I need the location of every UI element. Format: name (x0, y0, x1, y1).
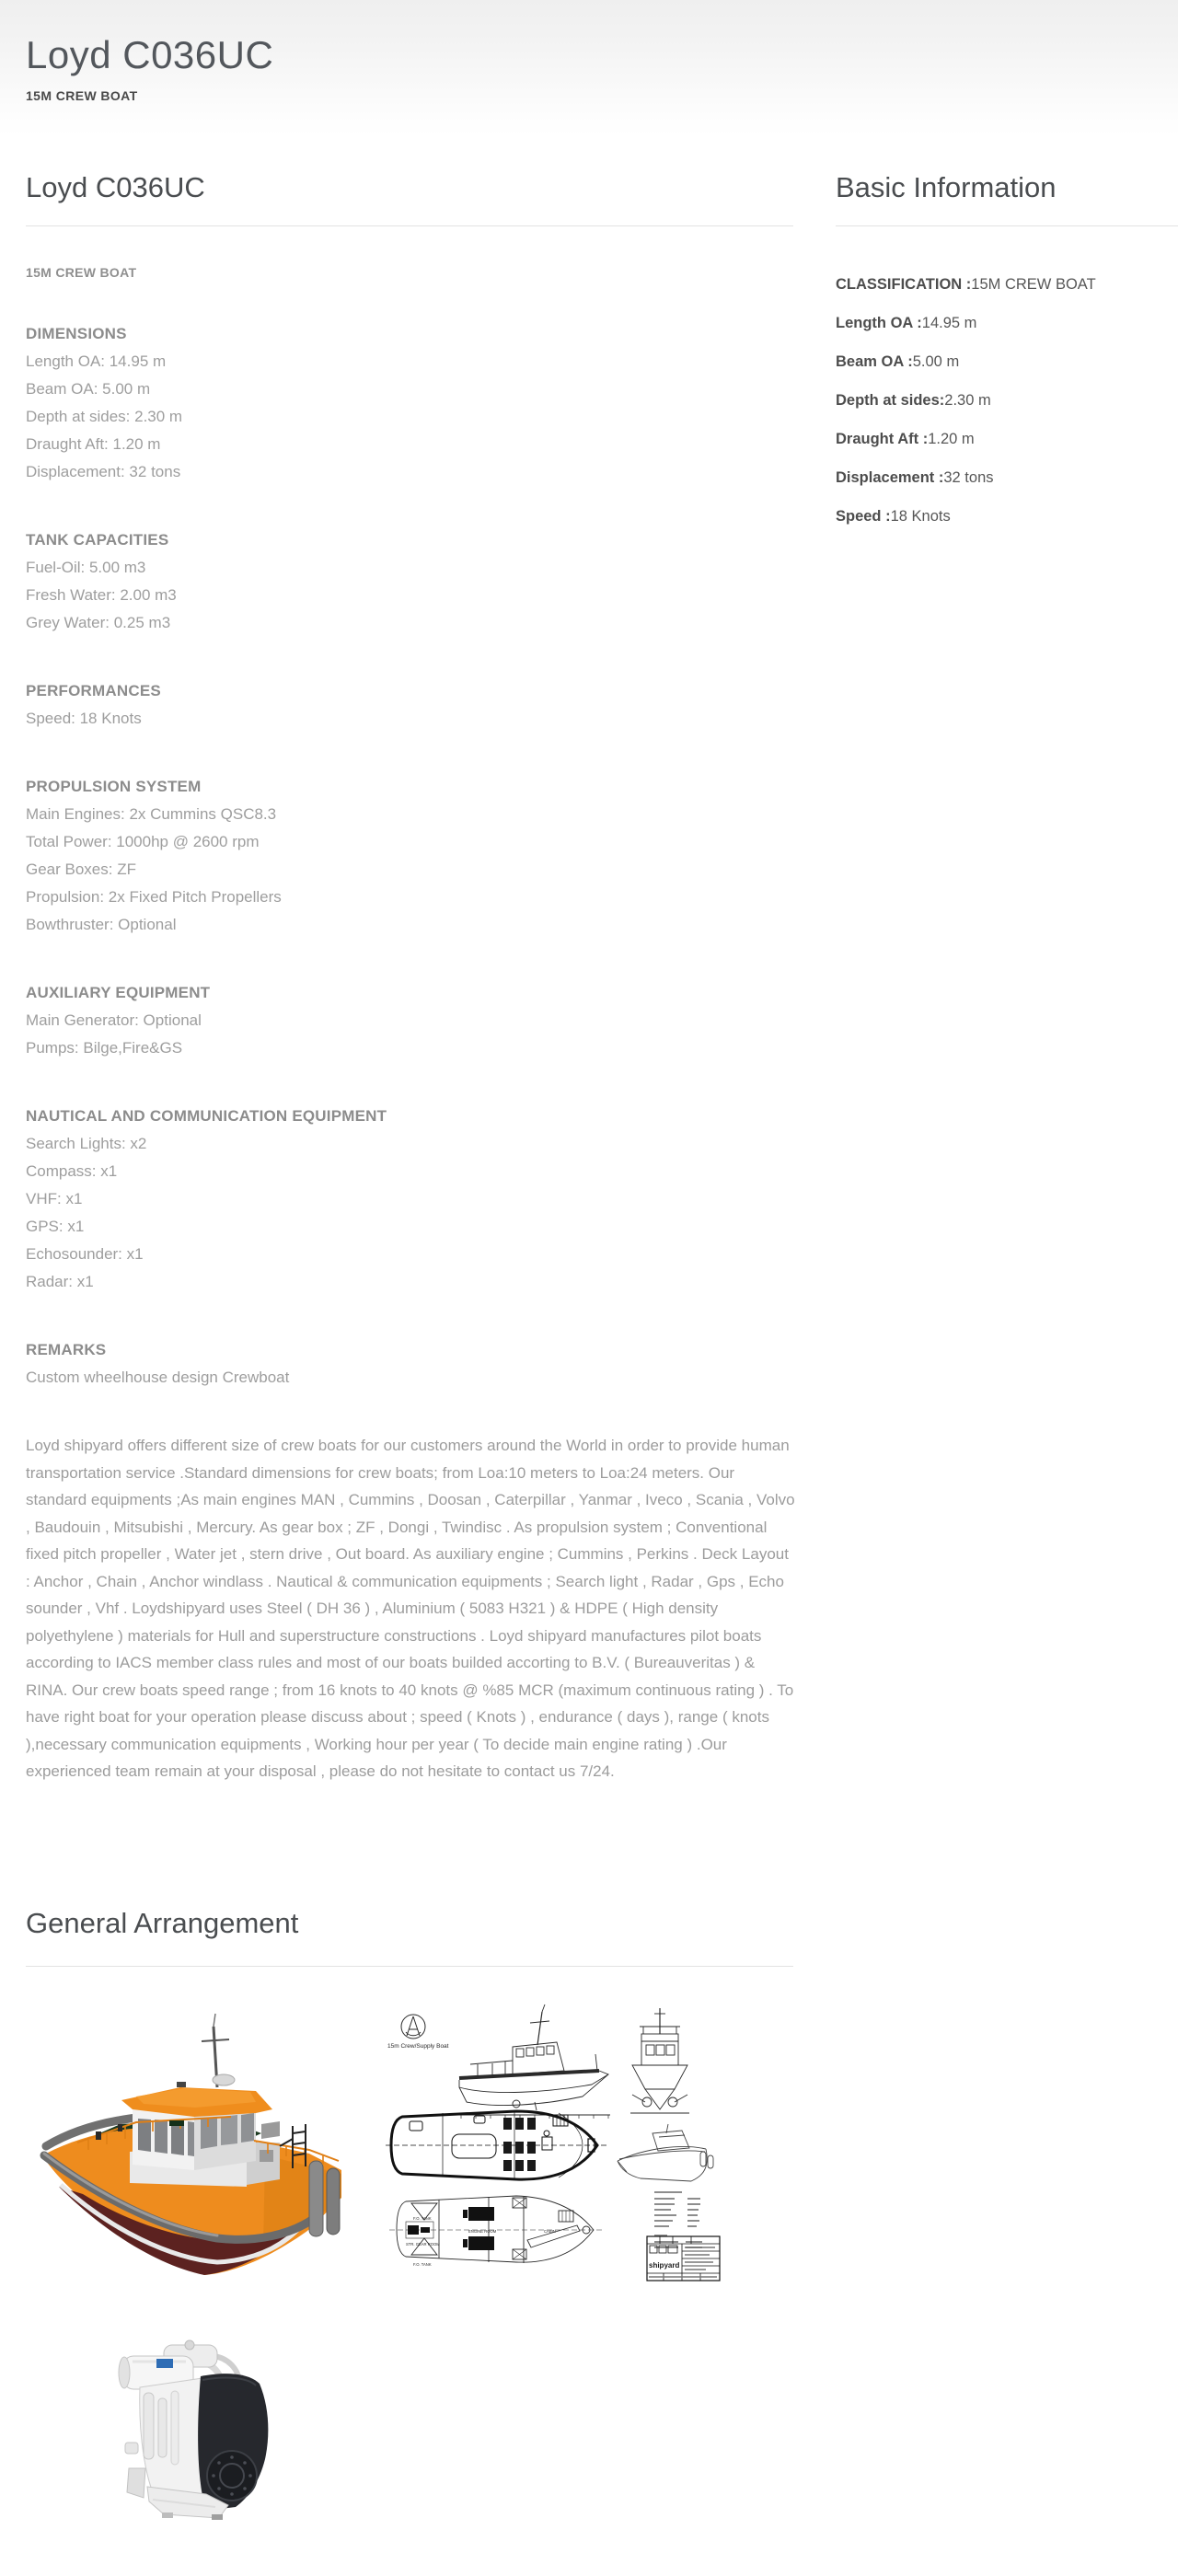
left-section-title: Loyd C036UC (26, 171, 205, 203)
spec-line: Length OA: 14.95 m (26, 352, 167, 370)
spec-line: GPS: x1 (26, 1218, 85, 1235)
label-fo-tank-bottom: F.O. TANK (413, 2262, 432, 2267)
spec-list (26, 265, 795, 1392)
basic-information-divider (836, 225, 1178, 226)
info-value: 2.30 m (944, 392, 991, 409)
spec-line: Grey Water: 0.25 m3 (26, 614, 171, 631)
info-label: Length OA : (836, 315, 922, 331)
page-title: Loyd C036UC (26, 33, 274, 76)
spec-group-heading: TANK CAPACITIES (26, 531, 169, 549)
spec-line: Gear Boxes: ZF (26, 861, 136, 878)
label-engine-room: ENGINE ROOM (468, 2229, 497, 2234)
spec-line: Speed: 18 Knots (26, 710, 142, 727)
spec-line: Radar: x1 (26, 1273, 94, 1290)
spec-group-heading: PROPULSION SYSTEM (26, 778, 202, 795)
drawing-caption: 15m Crew/Supply Boat (387, 2043, 449, 2050)
spec-group-nautical (26, 1103, 795, 1296)
info-label: Speed : (836, 508, 891, 525)
spec-line: Echosounder: x1 (26, 1245, 144, 1263)
info-value: 15M CREW BOAT (971, 276, 1096, 293)
spec-line: Bowthruster: Optional (26, 916, 177, 933)
page-header (0, 0, 1178, 136)
spec-line: Displacement: 32 tons (26, 463, 181, 480)
spec-classification: 15M CREW BOAT (26, 265, 137, 280)
info-row (836, 458, 1178, 497)
spec-line: Main Engines: 2x Cummins QSC8.3 (26, 805, 277, 823)
spec-group-heading: DIMENSIONS (26, 325, 127, 342)
spec-group-heading: REMARKS (26, 1341, 107, 1358)
general-arrangement-drawing-graphic (378, 1999, 723, 2288)
spec-group-auxiliary (26, 979, 795, 1062)
basic-information-title: Basic Information (836, 171, 1057, 203)
info-row (836, 420, 1178, 458)
spec-group-heading: NAUTICAL AND COMMUNICATION EQUIPMENT (26, 1107, 387, 1125)
general-arrangement-drawing-image[interactable] (378, 1999, 723, 2288)
info-row (836, 304, 1178, 342)
general-arrangement-divider (26, 1966, 793, 1967)
label-fo-tank-top: F.O. TANK (413, 2216, 432, 2221)
spec-line: Beam OA: 5.00 m (26, 380, 151, 398)
spec-line: Main Generator: Optional (26, 1011, 202, 1029)
info-row (836, 342, 1178, 381)
info-row (836, 381, 1178, 420)
info-value: 32 tons (943, 469, 994, 486)
spec-group-propulsion (26, 773, 795, 939)
label-steering-room: STR. GEAR ROOM (406, 2242, 440, 2247)
spec-line: Propulsion: 2x Fixed Pitch Propellers (26, 888, 282, 906)
spec-line: VHF: x1 (26, 1190, 83, 1207)
spec-line: Fresh Water: 2.00 m3 (26, 586, 177, 604)
spec-group-tanks (26, 526, 795, 637)
info-value: 5.00 m (912, 353, 960, 370)
boat-render-image[interactable] (33, 2006, 346, 2279)
boat-render-graphic (33, 2006, 346, 2279)
info-value: 1.20 m (928, 431, 975, 447)
spec-line: Compass: x1 (26, 1162, 118, 1180)
spec-line: Fuel-Oil: 5.00 m3 (26, 559, 146, 576)
title-block-brand: shipyard (649, 2261, 680, 2270)
info-label: Draught Aft : (836, 431, 929, 447)
engine-brand-label (156, 2359, 173, 2368)
info-row (836, 497, 1178, 536)
spec-group-performances (26, 677, 795, 733)
spec-line: Pumps: Bilge,Fire&GS (26, 1039, 183, 1057)
spec-group-remarks (26, 1336, 795, 1392)
info-row (836, 265, 1178, 304)
engine-image[interactable] (110, 2332, 282, 2524)
info-value: 14.95 m (921, 315, 977, 331)
spec-group-heading: PERFORMANCES (26, 682, 161, 699)
left-section-divider (26, 225, 793, 226)
info-label: CLASSIFICATION : (836, 276, 972, 293)
spec-line: Draught Aft: 1.20 m (26, 435, 161, 453)
general-arrangement-title: General Arrangement (26, 1907, 299, 1939)
spec-group-dimensions (26, 320, 795, 486)
info-value: 18 Knots (890, 508, 951, 525)
spec-line: Search Lights: x2 (26, 1135, 147, 1152)
info-label: Depth at sides: (836, 392, 945, 409)
info-label: Displacement : (836, 469, 944, 486)
info-label: Beam OA : (836, 353, 913, 370)
spec-line: Custom wheelhouse design Crewboat (26, 1369, 290, 1386)
spec-line: Total Power: 1000hp @ 2600 rpm (26, 833, 260, 850)
label-cabin: CABIN (544, 2229, 556, 2234)
spec-group-heading: AUXILIARY EQUIPMENT (26, 984, 211, 1001)
basic-information-list (836, 265, 1178, 536)
spec-line: Depth at sides: 2.30 m (26, 408, 183, 425)
shipyard-description: Loyd shipyard offers different size of crew boats for our customers around the World in order to provide human transportation service .Standard dimensions for crew boats; from Loa:10 meters to Loa:24 meters. Our standard equipments ;As main engines MAN , Cummins , Doosan , Caterpillar , Yanmar , Iveco , Scania , Volvo , Baudouin , Mitsubishi , Mercury. As gear box ; ZF , Dongi , Twindisc . As propulsion system ; Conventional fixed pitch propeller , Water jet , stern drive , Out board. As auxiliary engine ; Cummins , Perkins . Deck Layout : Anchor , Chain , Anchor windlass . Nautical & communication equipments ; Search light , Radar , Gps , Echo sounder , Vhf . Loydshipyard uses Steel ( DH 36 ) , Aluminium ( 5083 H321 ) & HDPE ( High density polyethylene ) materials for Hull and superstructure constructions . Loyd shipyard manufactures pilot boats according to IACS member class rules and most of our boats builded accorting to B.V. ( Bureauveritas ) & RINA. Our crew boats speed range ; from 16 knots to 40 knots @ %85 MCR (maximum continuous rating ) . To have right boat for your operation please discuss about ; speed ( Knots ) , endurance ( days ), range ( knots ),necessary communication equipments , Working hour per year ( To decide main engine rating ) .Our experienced team remain at your disposal , please do not hesitate to contact us 7/24. (26, 1437, 795, 1780)
engine-graphic (110, 2332, 282, 2524)
page-subtitle: 15M CREW BOAT (26, 88, 138, 103)
